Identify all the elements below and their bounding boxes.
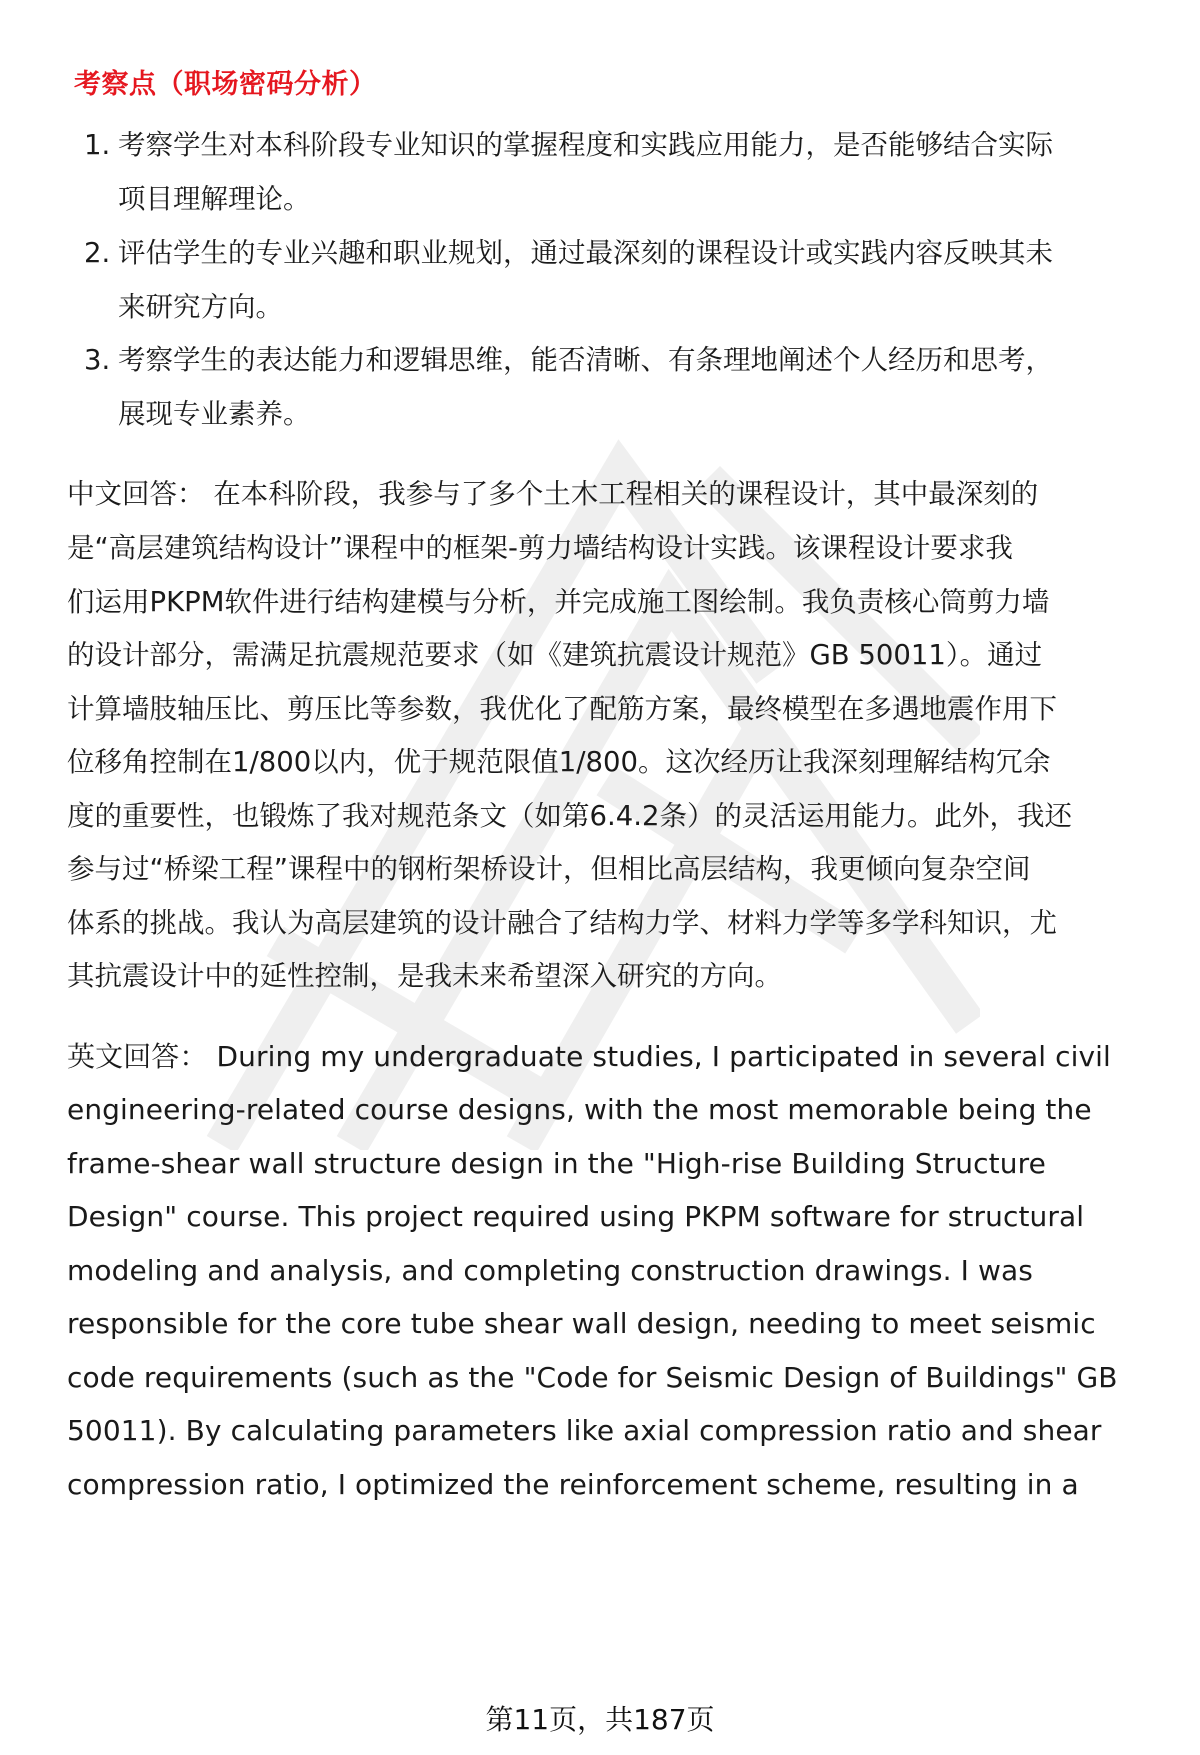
list-number: 3. [84, 344, 111, 376]
paragraph-line: 是“高层建筑结构设计”课程中的框架-剪力墙结构设计实践。该课程设计要求我 [67, 532, 1013, 564]
page-number-footer: 第11页，共187页 [485, 1703, 715, 1736]
paragraph-line: 参与过“桥梁工程”课程中的钢桁架桥设计，但相比高层结构，我更倾向复杂空间 [67, 853, 1031, 885]
paragraph-line: code requirements (such as the "Code for Seismic Design of Buildings" GB [67, 1361, 1118, 1394]
paragraph-line: 们运用PKPM软件进行结构建模与分析，并完成施工图绘制。我负责核心筒剪力墙 [67, 586, 1050, 618]
list-item-line: 展现专业素养。 [118, 398, 311, 430]
paragraph-line: 中文回答： 在本科阶段，我参与了多个土木工程相关的课程设计，其中最深刻的 [67, 478, 1039, 510]
list-item-line: 考察学生对本科阶段专业知识的掌握程度和实践应用能力，是否能够结合实际 [118, 129, 1053, 161]
paragraph-line: 的设计部分，需满足抗震规范要求（如《建筑抗震设计规范》GB 50011）。通过 [67, 639, 1043, 671]
section-heading: 考察点（职场密码分析） [74, 69, 377, 100]
paragraph-line: modeling and analysis, and completing construction drawings. I was [67, 1254, 1033, 1287]
paragraph-line: 50011). By calculating parameters like axial compression ratio and shear [67, 1414, 1102, 1447]
list-item-line: 来研究方向。 [118, 291, 283, 323]
paragraph-line: Design" course. This project required using PKPM software for structural [67, 1200, 1085, 1233]
paragraph-line: responsible for the core tube shear wall design, needing to meet seismic [67, 1307, 1096, 1340]
paragraph-line: 位移角控制在1/800以内，优于规范限值1/800。这次经历让我深刻理解结构冗余 [67, 746, 1051, 778]
paragraph-line: engineering-related course designs, with the most memorable being the [67, 1093, 1092, 1126]
paragraph-line: 英文回答： During my undergraduate studies, I participated in several civil [67, 1040, 1111, 1073]
list-item-line: 考察学生的表达能力和逻辑思维，能否清晰、有条理地阐述个人经历和思考， [118, 344, 1053, 376]
list-item-line: 项目理解理论。 [118, 183, 311, 215]
paragraph-line: 体系的挑战。我认为高层建筑的设计融合了结构力学、材料力学等多学科知识，尤 [67, 907, 1057, 939]
paragraph-line: 其抗震设计中的延性控制，是我未来希望深入研究的方向。 [67, 960, 782, 992]
list-number: 2. [84, 237, 111, 269]
paragraph-line: 计算墙肢轴压比、剪压比等参数，我优化了配筋方案，最终模型在多遇地震作用下 [67, 693, 1057, 725]
list-item-line: 评估学生的专业兴趣和职业规划，通过最深刻的课程设计或实践内容反映其未 [118, 237, 1053, 269]
paragraph-line: frame-shear wall structure design in the "High-rise Building Structure [67, 1147, 1046, 1180]
paragraph-line: compression ratio, I optimized the reinforcement scheme, resulting in a [67, 1468, 1079, 1501]
list-number: 1. [84, 129, 111, 161]
paragraph-line: 度的重要性，也锻炼了我对规范条文（如第6.4.2条）的灵活运用能力。此外，我还 [67, 800, 1072, 832]
